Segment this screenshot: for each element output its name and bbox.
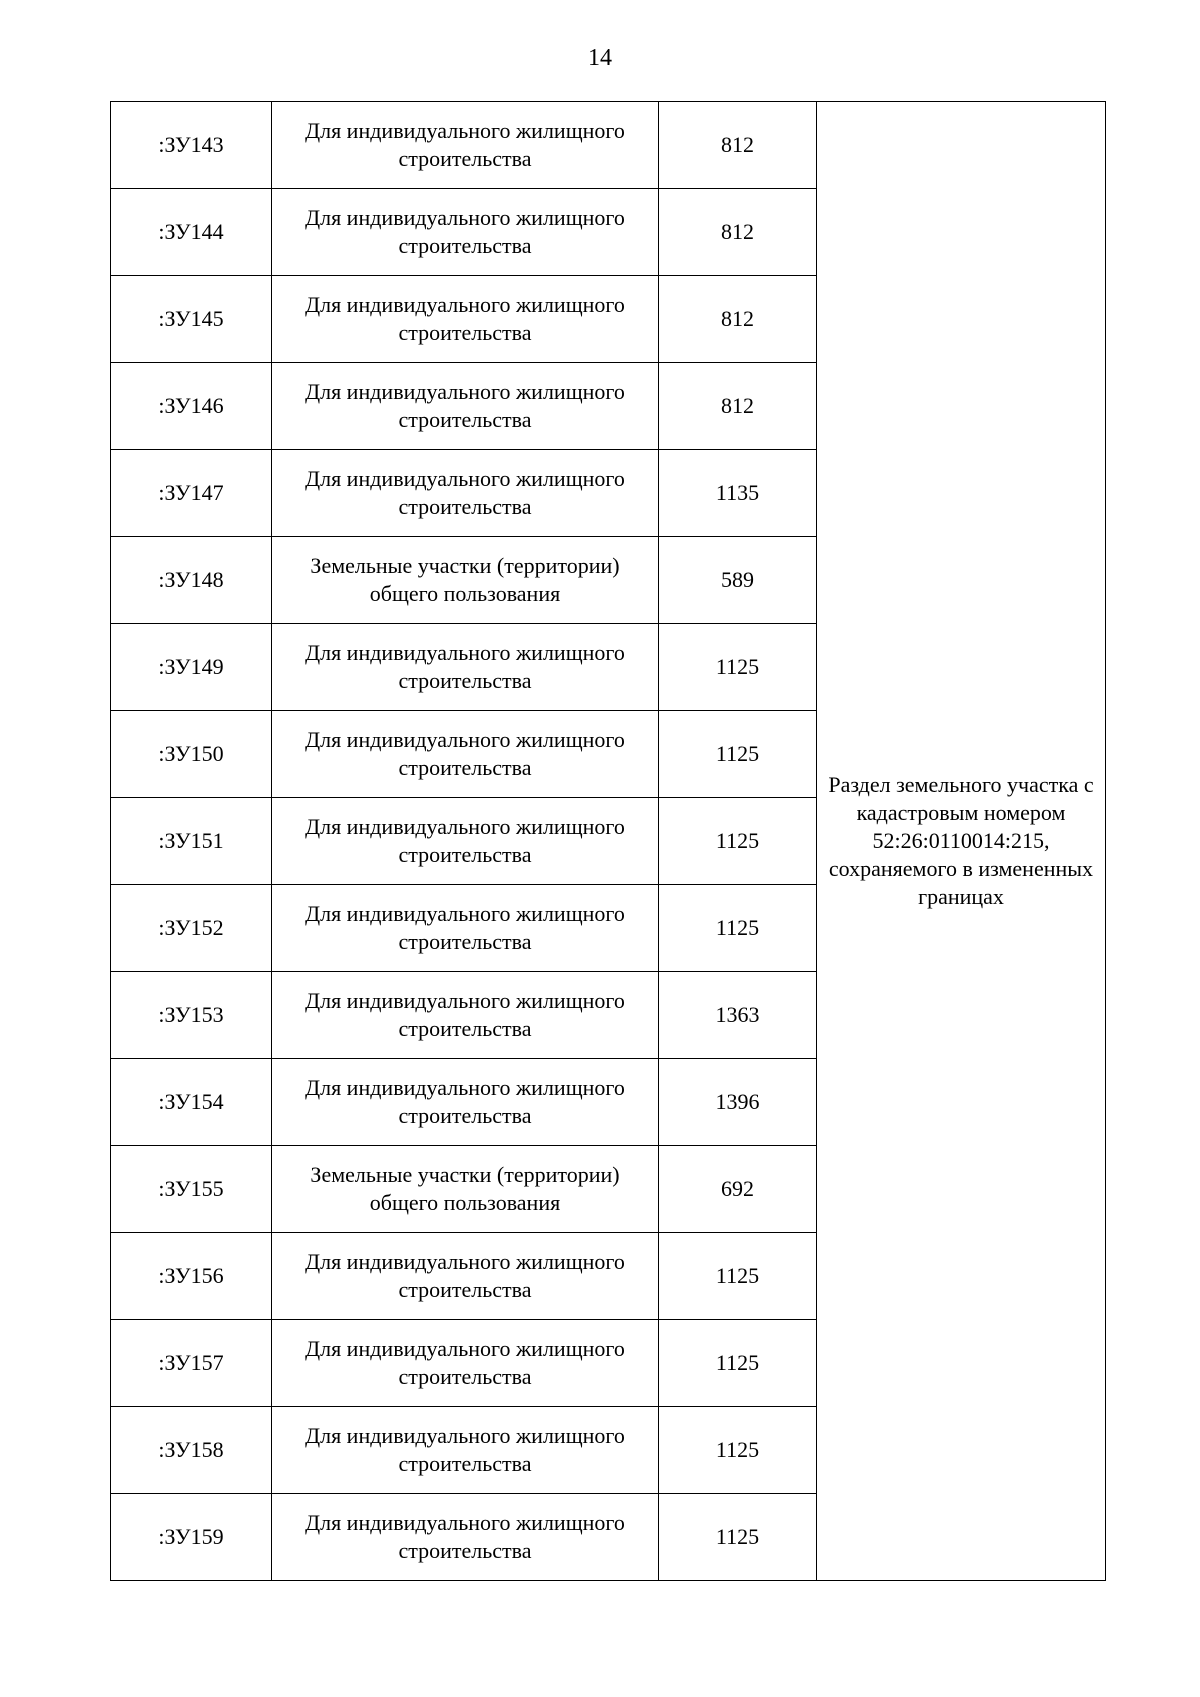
permitted-use-cell: Для индивидуального жилищного строительства bbox=[272, 1233, 659, 1320]
permitted-use-cell: Для индивидуального жилищного строительства bbox=[272, 711, 659, 798]
plot-id-cell: :ЗУ147 bbox=[111, 450, 272, 537]
note-cell: Раздел земельного участка с кадастровым номером 52:26:0110014:215, сохраняемого в измененных границах bbox=[817, 102, 1106, 1581]
area-cell: 1125 bbox=[659, 1407, 817, 1494]
area-cell: 1125 bbox=[659, 885, 817, 972]
plot-id-cell: :ЗУ159 bbox=[111, 1494, 272, 1581]
area-cell: 589 bbox=[659, 537, 817, 624]
plot-id-cell: :ЗУ157 bbox=[111, 1320, 272, 1407]
page-number: 14 bbox=[588, 45, 612, 71]
plot-id-cell: :ЗУ143 bbox=[111, 102, 272, 189]
plot-id-cell: :ЗУ145 bbox=[111, 276, 272, 363]
area-cell: 812 bbox=[659, 189, 817, 276]
area-cell: 1125 bbox=[659, 798, 817, 885]
permitted-use-cell: Для индивидуального жилищного строительства bbox=[272, 450, 659, 537]
plot-id-cell: :ЗУ155 bbox=[111, 1146, 272, 1233]
table-row bbox=[111, 102, 1106, 189]
permitted-use-cell: Для индивидуального жилищного строительства bbox=[272, 1320, 659, 1407]
permitted-use-cell: Для индивидуального жилищного строительства bbox=[272, 885, 659, 972]
area-cell: 1125 bbox=[659, 624, 817, 711]
permitted-use-cell: Для индивидуального жилищного строительства bbox=[272, 363, 659, 450]
plot-id-cell: :ЗУ154 bbox=[111, 1059, 272, 1146]
plot-id-cell: :ЗУ144 bbox=[111, 189, 272, 276]
permitted-use-cell: Земельные участки (территории) общего пользования bbox=[272, 537, 659, 624]
plot-id-cell: :ЗУ158 bbox=[111, 1407, 272, 1494]
plot-id-cell: :ЗУ153 bbox=[111, 972, 272, 1059]
plot-id-cell: :ЗУ150 bbox=[111, 711, 272, 798]
area-cell: 1125 bbox=[659, 711, 817, 798]
plot-id-cell: :ЗУ148 bbox=[111, 537, 272, 624]
permitted-use-cell: Для индивидуального жилищного строительства bbox=[272, 1494, 659, 1581]
permitted-use-cell: Для индивидуального жилищного строительства bbox=[272, 276, 659, 363]
permitted-use-cell: Для индивидуального жилищного строительства bbox=[272, 972, 659, 1059]
area-cell: 1125 bbox=[659, 1233, 817, 1320]
permitted-use-cell: Для индивидуального жилищного строительства bbox=[272, 1407, 659, 1494]
area-cell: 692 bbox=[659, 1146, 817, 1233]
plot-id-cell: :ЗУ151 bbox=[111, 798, 272, 885]
area-cell: 812 bbox=[659, 276, 817, 363]
plot-id-cell: :ЗУ149 bbox=[111, 624, 272, 711]
permitted-use-cell: Земельные участки (территории) общего пользования bbox=[272, 1146, 659, 1233]
area-cell: 1125 bbox=[659, 1494, 817, 1581]
area-cell: 1363 bbox=[659, 972, 817, 1059]
land-plots-table bbox=[110, 101, 1106, 1581]
area-cell: 1396 bbox=[659, 1059, 817, 1146]
area-cell: 1125 bbox=[659, 1320, 817, 1407]
permitted-use-cell: Для индивидуального жилищного строительства bbox=[272, 624, 659, 711]
plot-id-cell: :ЗУ146 bbox=[111, 363, 272, 450]
plot-id-cell: :ЗУ156 bbox=[111, 1233, 272, 1320]
permitted-use-cell: Для индивидуального жилищного строительства bbox=[272, 798, 659, 885]
area-cell: 812 bbox=[659, 102, 817, 189]
area-cell: 1135 bbox=[659, 450, 817, 537]
plot-id-cell: :ЗУ152 bbox=[111, 885, 272, 972]
permitted-use-cell: Для индивидуального жилищного строительства bbox=[272, 102, 659, 189]
area-cell: 812 bbox=[659, 363, 817, 450]
permitted-use-cell: Для индивидуального жилищного строительства bbox=[272, 189, 659, 276]
permitted-use-cell: Для индивидуального жилищного строительства bbox=[272, 1059, 659, 1146]
